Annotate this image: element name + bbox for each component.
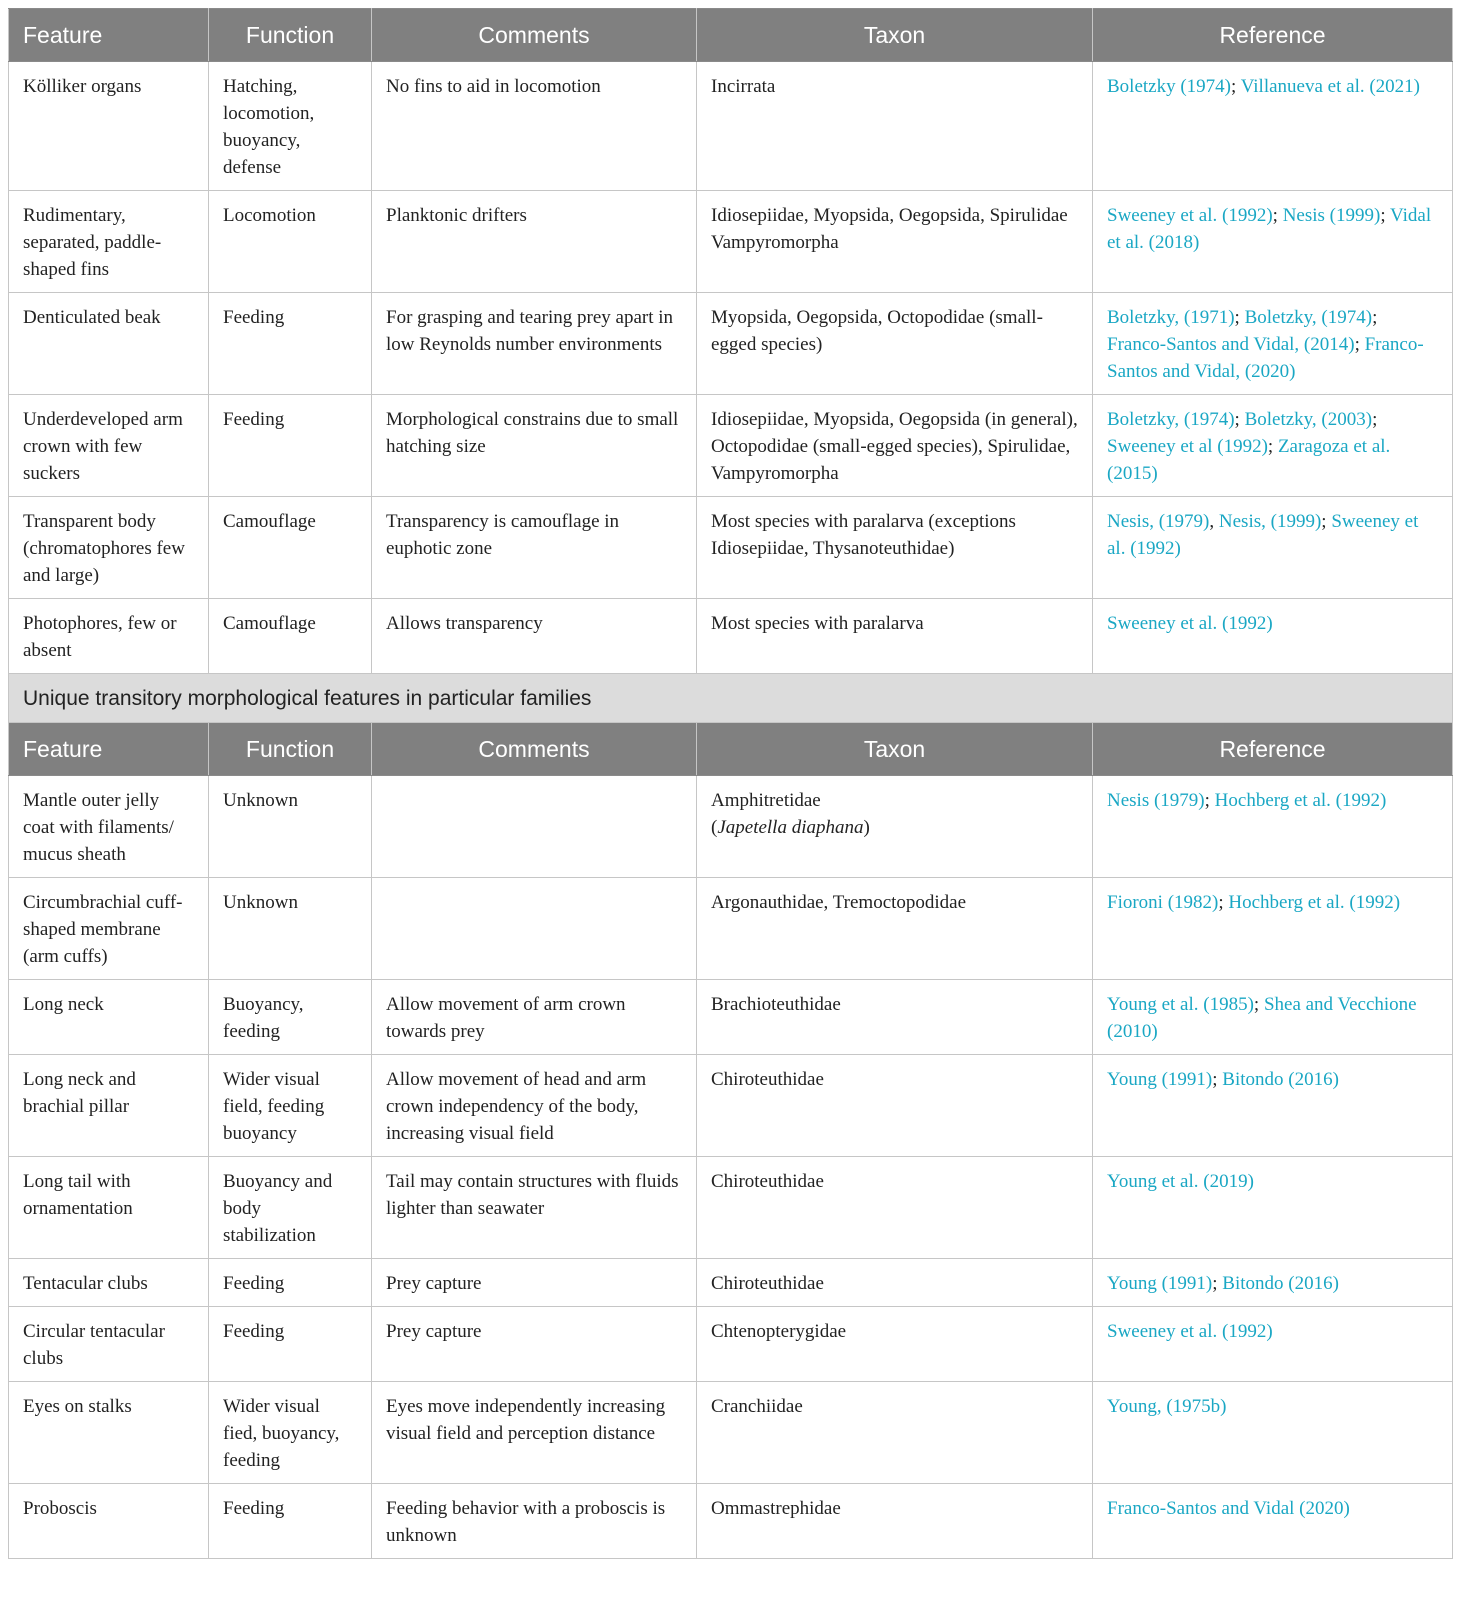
reference-cell: Young (1991); Bitondo (2016) — [1093, 1055, 1453, 1157]
table-row — [9, 980, 1453, 1055]
table-row — [9, 1307, 1453, 1382]
taxon-text: Incirrata — [711, 76, 776, 97]
function-cell: Wider visual fied, buoyancy, feeding — [209, 1382, 372, 1484]
reference-link[interactable]: Young, (1975b) — [1107, 1396, 1227, 1417]
taxon-text: Most species with paralarva (exceptions Idiosepiidae, Thysanoteuthidae) — [711, 511, 1016, 559]
comments-cell: Morphological constrains due to small hatching size — [372, 395, 697, 497]
reference-cell — [1093, 599, 1453, 674]
feature-cell: Proboscis — [9, 1484, 209, 1559]
taxon-text: Amphitretidae — [711, 790, 821, 811]
taxon-text: Idiosepiidae, Myopsida, Oegopsida, Spirulidae Vampyromorpha — [711, 205, 1068, 253]
comments-cell: Planktonic drifters — [372, 191, 697, 293]
header-feature: Feature — [9, 723, 209, 776]
reference-link[interactable]: Franco-Santos and Vidal (2020) — [1107, 1498, 1350, 1519]
function-cell: Feeding — [209, 1259, 372, 1307]
header-taxon: Taxon — [697, 9, 1093, 62]
table-row — [9, 62, 1453, 191]
reference-link[interactable]: Nesis, (1999) — [1218, 511, 1322, 532]
function-cell: Feeding — [209, 1484, 372, 1559]
function-cell: Wider visual field, feeding buoyancy — [209, 1055, 372, 1157]
table-row — [9, 1484, 1453, 1559]
header-reference: Reference — [1093, 723, 1453, 776]
reference-link[interactable]: Sweeney et al (1992) — [1107, 436, 1268, 457]
reference-cell: Boletzky, (1974); Boletzky, (2003); Sweeney et al (1992); Zaragoza et al. (2015) — [1093, 395, 1453, 497]
reference-cell: Sweeney et al. (1992); Nesis (1999); Vidal et al. (2018) — [1093, 191, 1453, 293]
table-row — [9, 395, 1453, 497]
header-comments: Comments — [372, 9, 697, 62]
table-body-section — [9, 674, 1453, 776]
feature-cell: Eyes on stalks — [9, 1382, 209, 1484]
header-reference: Reference — [1093, 9, 1453, 62]
reference-link[interactable]: Vidal et al. (2018) — [1107, 205, 1432, 253]
reference-link[interactable]: Young et al. (2019) — [1107, 1171, 1254, 1192]
reference-link[interactable]: Bitondo (2016) — [1222, 1273, 1339, 1294]
section-title: Unique transitory morphological features in particular families — [9, 674, 1453, 723]
taxon-cell — [697, 62, 1093, 191]
reference-cell: Boletzky, (1971); Boletzky, (1974); Franco-Santos and Vidal, (2014); Franco-Santos and Vidal, (2020) — [1093, 293, 1453, 395]
comments-cell: Allow movement of arm crown towards prey — [372, 980, 697, 1055]
reference-link[interactable]: Boletzky, (2003) — [1244, 409, 1373, 430]
reference-link[interactable]: Bitondo (2016) — [1222, 1069, 1339, 1090]
reference-link[interactable]: Nesis (1979) — [1107, 790, 1205, 811]
comments-cell: Prey capture — [372, 1259, 697, 1307]
table-body-common — [9, 62, 1453, 674]
reference-link[interactable]: Sweeney et al. (1992) — [1107, 511, 1419, 559]
reference-link[interactable]: Franco-Santos and Vidal, (2014) — [1107, 334, 1355, 355]
feature-cell: Underdeveloped arm crown with few suckers — [9, 395, 209, 497]
reference-link[interactable]: Villanueva et al. (2021) — [1240, 76, 1420, 97]
function-cell: Feeding — [209, 395, 372, 497]
reference-link[interactable]: Nesis, (1979) — [1107, 511, 1210, 532]
header-comments: Comments — [372, 723, 697, 776]
header-row-2 — [9, 723, 1453, 776]
taxon-cell — [697, 1157, 1093, 1259]
section-row — [9, 674, 1453, 723]
taxon-cell — [697, 1382, 1093, 1484]
taxon-text: Chiroteuthidae — [711, 1273, 824, 1294]
header-feature: Feature — [9, 9, 209, 62]
reference-cell: Boletzky (1974); Villanueva et al. (2021) — [1093, 62, 1453, 191]
table-row — [9, 776, 1453, 878]
feature-cell: Rudimentary, separated, paddle-shaped fins — [9, 191, 209, 293]
taxon-text: Idiosepiidae, Myopsida, Oegopsida (in general), Octopodidae (small-egged species), Spirulidae, Vampyromorpha — [711, 409, 1078, 484]
function-cell: Locomotion — [209, 191, 372, 293]
taxon-cell — [697, 191, 1093, 293]
taxon-cell — [697, 293, 1093, 395]
feature-cell: Long neck — [9, 980, 209, 1055]
reference-link[interactable]: Franco-Santos and Vidal, (2020) — [1107, 334, 1424, 382]
function-cell: Camouflage — [209, 497, 372, 599]
taxon-cell — [697, 1307, 1093, 1382]
taxon-text: Chtenopterygidae — [711, 1321, 847, 1342]
table-row — [9, 878, 1453, 980]
table-row — [9, 293, 1453, 395]
taxon-cell: Amphitretidae (Japetella diaphana) — [697, 776, 1093, 878]
taxon-cell — [697, 599, 1093, 674]
feature-cell: Photophores, few or absent — [9, 599, 209, 674]
feature-cell: Mantle outer jelly coat with filaments/ mucus sheath — [9, 776, 209, 878]
function-cell: Feeding — [209, 293, 372, 395]
feature-cell: Kölliker organs — [9, 62, 209, 191]
table-row — [9, 1259, 1453, 1307]
taxon-species: Japetella diaphana — [717, 817, 864, 838]
reference-link[interactable]: Nesis (1999) — [1282, 205, 1381, 226]
table-row — [9, 599, 1453, 674]
taxon-cell — [697, 980, 1093, 1055]
reference-cell: Nesis, (1979), Nesis, (1999); Sweeney et al. (1992) — [1093, 497, 1453, 599]
features-table — [8, 8, 1453, 1559]
taxon-text: Ommastrephidae — [711, 1498, 841, 1519]
function-cell: Unknown — [209, 776, 372, 878]
taxon-cell — [697, 497, 1093, 599]
header-function: Function — [209, 9, 372, 62]
table-row — [9, 1382, 1453, 1484]
reference-cell: Young et al. (1985); Shea and Vecchione (2010) — [1093, 980, 1453, 1055]
table-row — [9, 497, 1453, 599]
taxon-cell — [697, 878, 1093, 980]
function-cell: Buoyancy, feeding — [209, 980, 372, 1055]
taxon-text: Most species with paralarva — [711, 613, 924, 634]
reference-link[interactable]: Sweeney et al. (1992) — [1107, 1321, 1273, 1342]
feature-cell: Tentacular clubs — [9, 1259, 209, 1307]
table-row — [9, 191, 1453, 293]
reference-link[interactable]: Zaragoza et al. (2015) — [1107, 436, 1391, 484]
comments-cell: Allows transparency — [372, 599, 697, 674]
reference-cell — [1093, 1157, 1453, 1259]
taxon-text: Chiroteuthidae — [711, 1069, 824, 1090]
reference-cell: Young (1991); Bitondo (2016) — [1093, 1259, 1453, 1307]
reference-link[interactable]: Young (1991) — [1107, 1069, 1213, 1090]
reference-link[interactable]: Sweeney et al. (1992) — [1107, 205, 1273, 226]
reference-link[interactable]: Boletzky, (1974) — [1244, 307, 1373, 328]
reference-cell: Fioroni (1982); Hochberg et al. (1992) — [1093, 878, 1453, 980]
reference-cell — [1093, 1382, 1453, 1484]
comments-cell: Eyes move independently increasing visual field and perception distance — [372, 1382, 697, 1484]
taxon-text: Chiroteuthidae — [711, 1171, 824, 1192]
taxon-cell — [697, 395, 1093, 497]
reference-cell — [1093, 1484, 1453, 1559]
reference-cell: Nesis (1979); Hochberg et al. (1992) — [1093, 776, 1453, 878]
comments-cell — [372, 776, 697, 878]
comments-cell — [372, 878, 697, 980]
taxon-text: Argonauthidae, Tremoctopodidae — [711, 892, 967, 913]
reference-link[interactable]: Fioroni (1982) — [1107, 892, 1219, 913]
comments-cell: For grasping and tearing prey apart in low Reynolds number environments — [372, 293, 697, 395]
comments-cell: Feeding behavior with a proboscis is unknown — [372, 1484, 697, 1559]
feature-cell: Circular tentacular clubs — [9, 1307, 209, 1382]
header-function: Function — [209, 723, 372, 776]
reference-cell — [1093, 1307, 1453, 1382]
function-cell: Unknown — [209, 878, 372, 980]
function-cell: Hatching, locomotion, buoyancy, defense — [209, 62, 372, 191]
feature-cell: Circumbrachial cuff-shaped membrane (arm cuffs) — [9, 878, 209, 980]
reference-link[interactable]: Young (1991) — [1107, 1273, 1213, 1294]
reference-link[interactable]: Boletzky, (1974) — [1107, 409, 1235, 430]
table-row — [9, 1055, 1453, 1157]
comments-cell: No fins to aid in locomotion — [372, 62, 697, 191]
table-row — [9, 1157, 1453, 1259]
taxon-text: Myopsida, Oegopsida, Octopodidae (small-egged species) — [711, 307, 1043, 355]
function-cell: Camouflage — [209, 599, 372, 674]
header-row — [9, 9, 1453, 62]
reference-link[interactable]: Hochberg et al. (1992) — [1214, 790, 1387, 811]
taxon-cell — [697, 1484, 1093, 1559]
reference-link[interactable]: Sweeney et al. (1992) — [1107, 613, 1273, 634]
feature-cell: Long tail with ornamentation — [9, 1157, 209, 1259]
taxon-cell — [697, 1259, 1093, 1307]
reference-link[interactable]: Young et al. (1985) — [1107, 994, 1254, 1015]
comments-cell: Tail may contain structures with fluids lighter than seawater — [372, 1157, 697, 1259]
reference-link[interactable]: Boletzky, (1971) — [1107, 307, 1235, 328]
taxon-cell — [697, 1055, 1093, 1157]
table-body-unique — [9, 776, 1453, 1559]
feature-cell: Long neck and brachial pillar — [9, 1055, 209, 1157]
taxon-text: Brachioteuthidae — [711, 994, 841, 1015]
comments-cell: Prey capture — [372, 1307, 697, 1382]
comments-cell: Transparency is camouflage in euphotic zone — [372, 497, 697, 599]
comments-cell: Allow movement of head and arm crown independency of the body, increasing visual field — [372, 1055, 697, 1157]
function-cell: Buoyancy and body stabilization — [209, 1157, 372, 1259]
header-taxon: Taxon — [697, 723, 1093, 776]
reference-link[interactable]: Shea and Vecchione (2010) — [1107, 994, 1417, 1042]
reference-link[interactable]: Boletzky (1974) — [1107, 76, 1232, 97]
function-cell: Feeding — [209, 1307, 372, 1382]
taxon-text: Cranchiidae — [711, 1396, 803, 1417]
feature-cell: Denticulated beak — [9, 293, 209, 395]
reference-link[interactable]: Hochberg et al. (1992) — [1228, 892, 1401, 913]
feature-cell: Transparent body (chromatophores few and large) — [9, 497, 209, 599]
